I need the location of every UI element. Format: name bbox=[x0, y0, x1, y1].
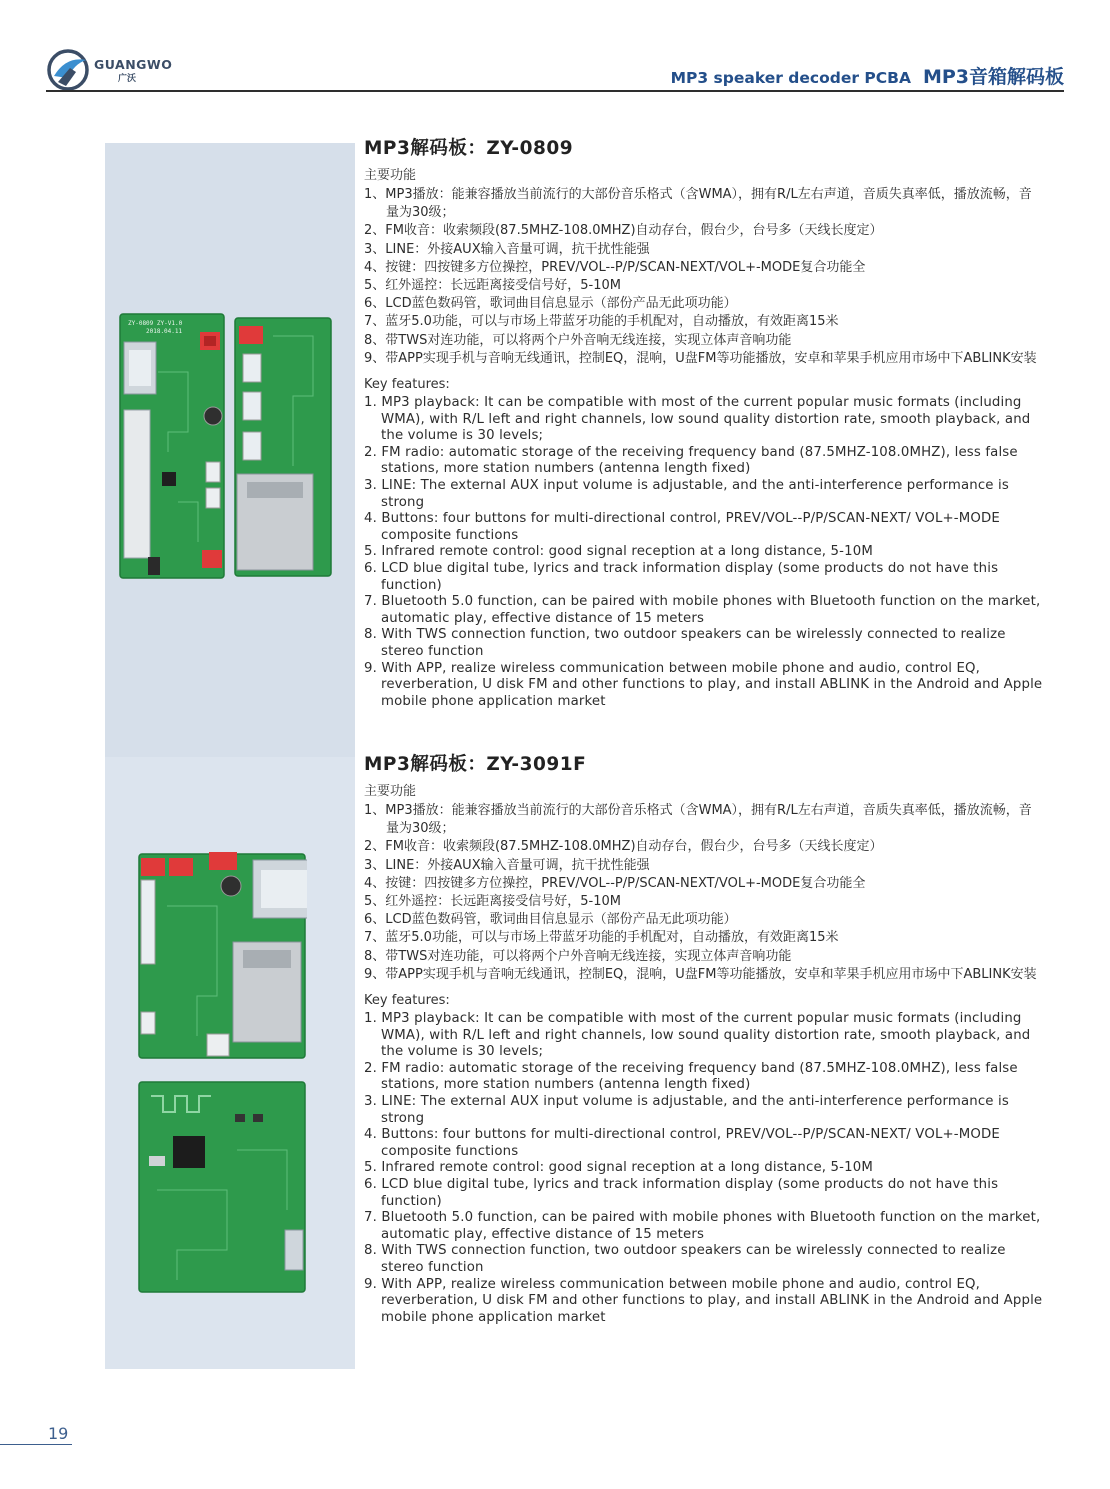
en-feature-item: 7. Bluetooth 5.0 function, can be paired with mobile phones with Bluetooth function on the market, automatic play, effective distance of 15 meters bbox=[364, 1210, 1041, 1242]
cn-feature-item: 8、带TWS对连功能，可以将两个户外音响无线连接，实现立体声音响功能 bbox=[364, 948, 792, 964]
pcb-board-zy0809-main bbox=[118, 312, 226, 580]
brand-name: GUANGWO bbox=[94, 57, 173, 72]
cn-features-list bbox=[364, 186, 1044, 368]
cn-feature-item: 8、带TWS对连功能，可以将两个户外音响无线连接，实现立体声音响功能 bbox=[364, 332, 792, 348]
cn-feature-item: 3、LINE：外接AUX输入音量可调，抗干扰性能强 bbox=[364, 857, 650, 873]
en-feature-item: 4. Buttons: four buttons for multi-directional control, PREV/VOL--P/P/SCAN-NEXT/ VOL+-MODE composite functions bbox=[364, 511, 1000, 543]
en-feature-item: 1. MP3 playback: It can be compatible with most of the current popular music formats (including WMA), with R/L left and right channels, low sound quality distortion rate, smooth playback, and the volume is 30 levels; bbox=[364, 1011, 1031, 1060]
cn-feature-item: 7、蓝牙5.0功能，可以与市场上带蓝牙功能的手机配对，自动播放，有效距离15米 bbox=[364, 930, 839, 946]
cn-feature-item: 4、按键：四按键多方位操控，PREV/VOL--P/P/SCAN-NEXT/VOL+-MODE复合功能全 bbox=[364, 875, 866, 891]
cn-feature-item: 1、MP3播放：能兼容播放当前流行的大部份音乐格式（含WMA），拥有R/L左右声道，音质失真率低，播放流畅，音量为30级； bbox=[364, 187, 1032, 221]
en-feature-item: 3. LINE: The external AUX input volume is adjustable, and the anti-interference performance is strong bbox=[364, 1094, 1009, 1126]
en-features-heading: Key features: bbox=[364, 993, 450, 1009]
cn-feature-item: 3、LINE：外接AUX输入音量可调，抗干扰性能强 bbox=[364, 241, 650, 257]
cn-feature-item: 9、带APP实现手机与音响无线通讯，控制EQ，混响，U盘FM等功能播放，安卓和苹果手机应用市场中下ABLINK安装 bbox=[364, 350, 1037, 366]
en-feature-item: 2. FM radio: automatic storage of the receiving frequency band (87.5MHZ-108.0MHZ), less false stations, more station numbers (antenna length fixed) bbox=[364, 444, 1018, 477]
cn-features-heading: 主要功能 bbox=[364, 168, 417, 183]
product-section-zy3091f bbox=[364, 756, 1044, 1326]
cn-features-list bbox=[364, 802, 1044, 984]
cn-feature-item: 6、LCD蓝色数码管，歌词曲目信息显示（部份产品无此项功能） bbox=[364, 912, 737, 928]
pcb-board-zy3091f-bluetooth bbox=[137, 1080, 307, 1294]
logo-mark-icon bbox=[46, 48, 92, 92]
cn-feature-item: 7、蓝牙5.0功能，可以与市场上带蓝牙功能的手机配对，自动播放，有效距离15米 bbox=[364, 314, 839, 330]
en-features-list bbox=[364, 395, 1044, 710]
header-title-en: MP3 speaker decoder PCBA bbox=[670, 69, 911, 87]
en-feature-item: 9. With APP, realize wireless communication between mobile phone and audio, control EQ, reverberation, U disk FM and other functions to play, and install ABLINK in the Android and Apple mobile phone application market bbox=[364, 1276, 1043, 1325]
en-feature-item: 6. LCD blue digital tube, lyrics and track information display (some products do not have this function) bbox=[364, 1176, 999, 1209]
cn-feature-item: 6、LCD蓝色数码管，歌词曲目信息显示（部份产品无此项功能） bbox=[364, 296, 737, 312]
cn-feature-item: 2、FM收音：收索频段(87.5MHZ-108.0MHZ)自动存台，假台少，台号多（天线长度定） bbox=[364, 223, 883, 239]
en-feature-item: 9. With APP, realize wireless communication between mobile phone and audio, control EQ, reverberation, U disk FM and other functions to play, and install ABLINK in the Android and Apple mobile phone application market bbox=[364, 660, 1043, 709]
cn-feature-item: 2、FM收音：收索频段(87.5MHZ-108.0MHZ)自动存台，假台少，台号多（天线长度定） bbox=[364, 839, 883, 855]
cn-feature-item: 4、按键：四按键多方位操控，PREV/VOL--P/P/SCAN-NEXT/VOL+-MODE复合功能全 bbox=[364, 259, 866, 275]
board-date-text: 2018.04.11 bbox=[146, 328, 183, 335]
pcb-board-zy3091f-main bbox=[137, 846, 307, 1060]
en-features-heading: Key features: bbox=[364, 377, 450, 393]
cn-feature-item: 5、红外遥控：长远距离接受信号好，5-10M bbox=[364, 894, 621, 910]
en-feature-item: 1. MP3 playback: It can be compatible with most of the current popular music formats (including WMA), with R/L left and right channels, low sound quality distortion rate, smooth playback, and the volume is 30 levels; bbox=[364, 395, 1031, 444]
page-number: 19 bbox=[48, 1424, 69, 1443]
product-section-zy0809 bbox=[364, 140, 1044, 710]
page-header-title bbox=[671, 62, 1064, 89]
en-feature-item: 5. Infrared remote control: good signal reception at a long distance, 5-10M bbox=[364, 544, 873, 560]
en-feature-item: 5. Infrared remote control: good signal reception at a long distance, 5-10M bbox=[364, 1160, 873, 1176]
en-feature-item: 3. LINE: The external AUX input volume is adjustable, and the anti-interference performance is strong bbox=[364, 478, 1009, 510]
cn-feature-item: 5、红外遥控：长远距离接受信号好，5-10M bbox=[364, 278, 621, 294]
pcb-board-zy0809-io bbox=[233, 316, 333, 578]
en-feature-item: 8. With TWS connection function, two outdoor speakers can be wirelessly connected to realize stereo function bbox=[364, 1243, 1006, 1275]
en-feature-item: 6. LCD blue digital tube, lyrics and track information display (some products do not have this function) bbox=[364, 560, 999, 593]
header-title-cn: MP3音箱解码板 bbox=[922, 66, 1064, 88]
en-feature-item: 8. With TWS connection function, two outdoor speakers can be wirelessly connected to realize stereo function bbox=[364, 627, 1006, 659]
en-feature-item: 4. Buttons: four buttons for multi-directional control, PREV/VOL--P/P/SCAN-NEXT/ VOL+-MODE composite functions bbox=[364, 1127, 1000, 1159]
company-logo bbox=[46, 48, 196, 92]
board-silk-text: ZY-0809 ZY-V1.0 bbox=[128, 320, 183, 327]
en-feature-item: 2. FM radio: automatic storage of the receiving frequency band (87.5MHZ-108.0MHZ), less false stations, more station numbers (antenna length fixed) bbox=[364, 1060, 1018, 1093]
footer-divider bbox=[0, 1444, 72, 1445]
brand-name-cn: 广沃 bbox=[118, 74, 137, 84]
cn-feature-item: 9、带APP实现手机与音响无线通讯，控制EQ，混响，U盘FM等功能播放，安卓和苹果手机应用市场中下ABLINK安装 bbox=[364, 966, 1037, 982]
product-title: MP3解码板：ZY-3091F bbox=[364, 754, 587, 775]
en-feature-item: 7. Bluetooth 5.0 function, can be paired with mobile phones with Bluetooth function on the market, automatic play, effective distance of 15 meters bbox=[364, 594, 1041, 626]
cn-feature-item: 1、MP3播放：能兼容播放当前流行的大部份音乐格式（含WMA），拥有R/L左右声道，音质失真率低，播放流畅，音量为30级； bbox=[364, 803, 1032, 837]
header-divider bbox=[46, 90, 1064, 92]
product-title: MP3解码板：ZY-0809 bbox=[364, 138, 574, 159]
en-features-list bbox=[364, 1011, 1044, 1326]
cn-features-heading: 主要功能 bbox=[364, 784, 417, 799]
